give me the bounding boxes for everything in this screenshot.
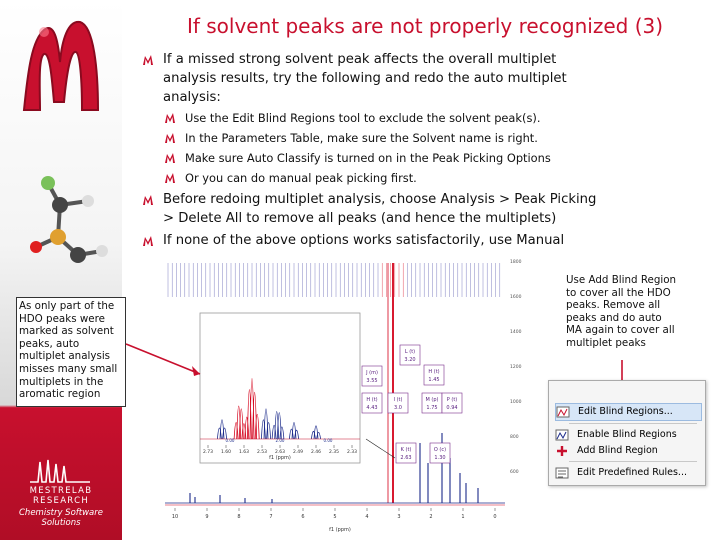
main-tick-label: 6	[301, 514, 305, 520]
menu-item-edit-predefined-rules[interactable]	[555, 465, 700, 481]
nmr-spectrum-image	[160, 253, 520, 533]
brand-block	[0, 486, 122, 528]
callout-arrow-icon	[124, 340, 204, 380]
inset-integral-label: 0.00	[225, 438, 235, 443]
inset-tick-label: 2.63	[274, 450, 286, 455]
main-tick-label: 4	[365, 514, 369, 520]
menu-item-label: Edit Blind Regions...	[578, 406, 673, 417]
bullet-text: Before redoing multiplet analysis, choose Analysis > Peak Picking > Delete All to remove all peaks (and hence the multiplets)	[163, 192, 597, 226]
right-axis-label: 600	[510, 470, 519, 475]
multiplet-value: 4.43	[366, 405, 378, 411]
multiplet-name: I (t)	[393, 397, 403, 403]
bullet-item	[140, 190, 610, 228]
main-tick-label: 10	[171, 514, 179, 520]
slide-title: If solvent peaks are not properly recognized (3)	[186, 14, 664, 38]
main-xlabel: f1 (ppm)	[329, 527, 351, 533]
callout-right: Use Add Blind Region to cover all the HDO peaks. Remove all peaks and do auto MA again to cover all multiplet peaks	[566, 274, 677, 349]
bullet-list	[140, 50, 610, 272]
inset-xlabel: f1 (ppm)	[269, 455, 291, 461]
main-tick-label: 2	[429, 514, 433, 520]
inset-tick-label: 1.60	[220, 450, 232, 455]
sub-bullet-text: Use the Edit Blind Regions tool to exclude the solvent peak(s).	[185, 111, 541, 125]
add-blind-region-icon	[555, 445, 569, 457]
multiplet-name: H (t)	[366, 397, 378, 403]
menu-item-add-blind-region[interactable]	[555, 443, 700, 459]
multiplet-value: 1.30	[434, 455, 446, 461]
spectrum-logo-icon	[30, 458, 90, 484]
multiplet-name: H (t)	[428, 369, 440, 375]
inset-tick-label: 2.73	[202, 450, 214, 455]
right-axis-label: 1600	[510, 295, 522, 300]
menu-separator	[569, 461, 697, 462]
brand-sidebar	[0, 0, 122, 540]
main-tick-label: 8	[237, 514, 241, 520]
blind-regions-menu	[548, 380, 706, 486]
edit-rules-icon	[555, 467, 569, 479]
main-tick-label: 7	[269, 514, 273, 520]
bullet-m-icon	[142, 194, 154, 206]
bullet-m-icon	[164, 132, 176, 144]
mestrelab-logo-icon	[14, 10, 106, 120]
main-tick-label: 1	[461, 514, 465, 520]
inset-tick-label: 2.46	[310, 450, 322, 455]
right-axis-label: 1200	[510, 365, 522, 370]
menu-item-enable-blind-regions[interactable]	[555, 427, 700, 443]
multiplet-value: 3.0	[394, 405, 402, 411]
multiplet-value: 2.63	[400, 455, 412, 461]
main-tick-label: 9	[205, 514, 209, 520]
bullet-m-icon	[142, 235, 154, 247]
right-axis-label: 800	[510, 435, 519, 440]
sub-bullet-item	[162, 170, 610, 186]
multiplet-value: 3.55	[366, 378, 378, 384]
inset-integral-label: 2.00	[275, 438, 285, 443]
peak-label-strip	[165, 261, 505, 301]
menu-separator	[569, 423, 697, 424]
multiplet-value: 1.75	[426, 405, 438, 411]
bullet-m-icon	[142, 54, 154, 66]
main-tick-label: 3	[397, 514, 401, 520]
sub-bullet-text: In the Parameters Table, make sure the Solvent name is right.	[185, 131, 538, 145]
multiplet-name: P (t)	[446, 397, 458, 403]
inset-tick-label: 2.33	[346, 450, 358, 455]
brand-tagline: Chemistry Software Solutions	[19, 508, 103, 528]
right-axis-label: 1000	[510, 400, 522, 405]
inset-tick-label: 2.49	[292, 450, 304, 455]
bullet-m-icon	[164, 152, 176, 164]
callout-left: As only part of the HDO peaks were marked as solvent peaks, auto multiplet analysis misses many small multiplets in the aromatic region	[16, 297, 126, 407]
sub-bullet-item	[162, 130, 610, 146]
edit-blind-regions-icon	[556, 406, 570, 418]
inset-integral-label: 0.00	[323, 438, 333, 443]
molecule-icon	[18, 165, 118, 275]
inset-tick-label: 2.35	[328, 450, 340, 455]
main-tick-label: 0	[493, 514, 497, 520]
bullet-text: If a missed strong solvent peak affects the overall multiplet analysis results, try the following and redo the auto multiplet analysis:	[163, 52, 567, 105]
right-axis-label: 1800	[510, 260, 522, 265]
bullet-item	[140, 50, 610, 107]
inset-tick-label: 1.63	[238, 450, 250, 455]
enable-blind-regions-icon	[555, 429, 569, 441]
sub-bullet-item	[162, 110, 610, 126]
right-axis-label: 1400	[510, 330, 522, 335]
brand-name: MESTRELAB RESEARCH	[29, 486, 93, 506]
inset-tick-label: 2.53	[256, 450, 268, 455]
sub-bullet-item	[162, 150, 610, 166]
main-tick-label: 5	[333, 514, 337, 520]
sub-bullet-text: Or you can do manual peak picking first.	[185, 171, 417, 185]
multiplet-name: M (p)	[425, 397, 439, 403]
menu-item-label: Add Blind Region	[577, 445, 658, 456]
bullet-text: If none of the above options works satisfactorily, use Manual	[163, 233, 565, 248]
menu-item-label: Enable Blind Regions	[577, 429, 677, 440]
multiplet-name: K (t)	[400, 447, 412, 453]
sub-bullet-text: Make sure Auto Classify is turned on in the Peak Picking Options	[185, 151, 551, 165]
multiplet-value: 1.45	[428, 377, 440, 383]
multiplet-name: L (t)	[404, 349, 416, 355]
menu-item-label: Edit Predefined Rules...	[577, 467, 687, 478]
menu-item-edit-blind-regions[interactable]	[555, 403, 702, 421]
multiplet-name: O (c)	[433, 447, 447, 453]
multiplet-value: 0.94	[446, 405, 458, 411]
multiplet-value: 3.20	[404, 357, 416, 363]
bullet-m-icon	[164, 172, 176, 184]
bullet-m-icon	[164, 112, 176, 124]
multiplet-name: J (m)	[366, 370, 378, 376]
